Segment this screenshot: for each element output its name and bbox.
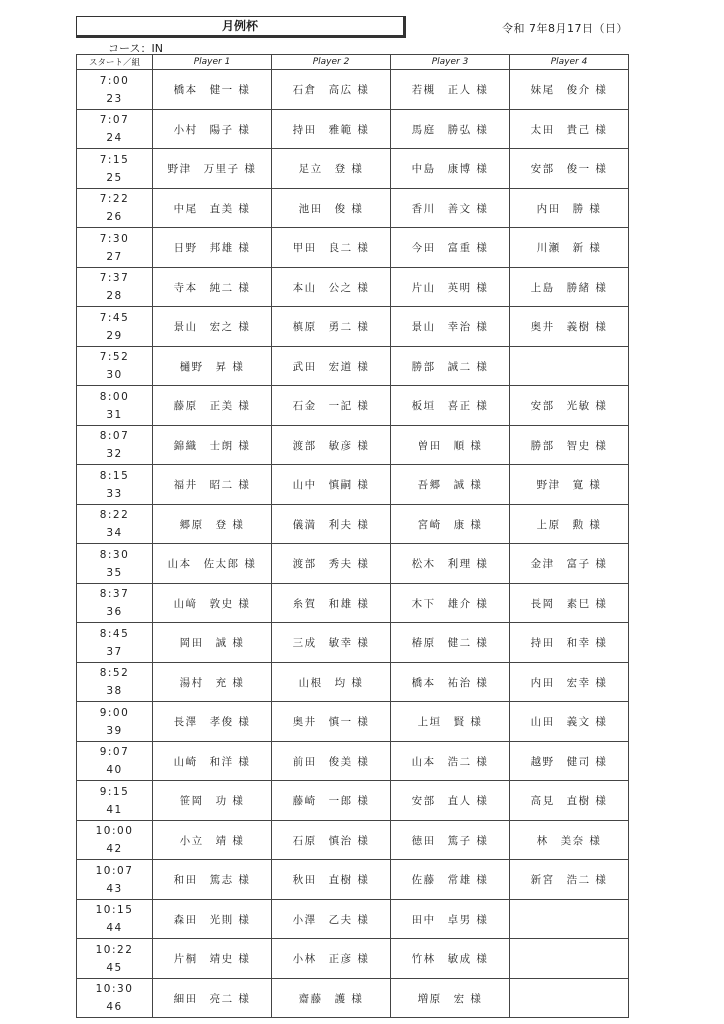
group-number: 29 bbox=[106, 329, 123, 342]
player-4-cell: 長岡 素巳 様 bbox=[510, 584, 629, 623]
start-slot-cell bbox=[77, 544, 153, 584]
player-3-cell: 安部 直人 様 bbox=[391, 781, 510, 821]
player-4-cell: 山田 義文 様 bbox=[510, 702, 629, 742]
table-row bbox=[77, 307, 629, 347]
group-number: 42 bbox=[106, 843, 123, 855]
table-row bbox=[77, 228, 629, 268]
player-4-cell: 金津 富子 様 bbox=[510, 544, 629, 584]
group-number: 43 bbox=[106, 882, 123, 895]
player-1-cell: 橋本 健一 様 bbox=[153, 70, 272, 110]
group-number: 38 bbox=[106, 685, 123, 697]
player-1-cell: 福井 昭二 様 bbox=[153, 465, 272, 505]
table-row bbox=[77, 623, 629, 663]
player-1-cell: 小立 靖 様 bbox=[153, 821, 272, 860]
table-row bbox=[77, 386, 629, 426]
start-time: 7:37 bbox=[99, 272, 130, 284]
start-time: 10:30 bbox=[95, 983, 134, 995]
start-slot-cell bbox=[77, 189, 153, 228]
table-row bbox=[77, 426, 629, 465]
player-2-cell: 武田 宏道 様 bbox=[272, 347, 391, 386]
player-3-cell: 竹林 敏成 様 bbox=[391, 939, 510, 979]
player-1-cell: 和田 篤志 様 bbox=[153, 860, 272, 900]
player-4-cell: 内田 宏幸 様 bbox=[510, 663, 629, 702]
column-header-start-group: スタート／組 bbox=[77, 55, 153, 70]
start-slot-cell bbox=[77, 70, 153, 110]
player-4-cell: 野津 寛 様 bbox=[510, 465, 629, 505]
player-2-cell: 糸賀 和雄 様 bbox=[272, 584, 391, 623]
table-row bbox=[77, 900, 629, 939]
start-time: 9:15 bbox=[99, 785, 130, 798]
table-row bbox=[77, 702, 629, 742]
player-3-cell: 松木 利理 様 bbox=[391, 544, 510, 584]
group-number: 26 bbox=[106, 211, 123, 223]
start-slot-cell bbox=[77, 386, 153, 426]
group-number: 32 bbox=[106, 448, 123, 460]
player-1-cell: 湯村 充 様 bbox=[153, 663, 272, 702]
player-3-cell: 馬庭 勝弘 様 bbox=[391, 110, 510, 149]
table-row bbox=[77, 149, 629, 189]
start-time: 8:22 bbox=[99, 509, 130, 521]
start-time: 7:07 bbox=[99, 114, 130, 126]
start-slot-cell bbox=[77, 979, 153, 1018]
start-slot-cell bbox=[77, 742, 153, 781]
group-number: 40 bbox=[106, 764, 123, 776]
table-row bbox=[77, 70, 629, 110]
table-row bbox=[77, 189, 629, 228]
player-3-cell: 香川 善文 様 bbox=[391, 189, 510, 228]
start-slot-cell bbox=[77, 623, 153, 663]
start-time: 7:30 bbox=[99, 232, 130, 245]
player-2-cell: 渡部 敏彦 様 bbox=[272, 426, 391, 465]
start-slot-cell bbox=[77, 228, 153, 268]
table-row bbox=[77, 465, 629, 505]
table-row bbox=[77, 781, 629, 821]
start-slot-cell bbox=[77, 149, 153, 189]
start-time: 7:00 bbox=[99, 74, 130, 87]
player-4-cell: 高見 直樹 様 bbox=[510, 781, 629, 821]
start-time: 7:15 bbox=[99, 153, 130, 166]
player-2-cell: 渡部 秀夫 様 bbox=[272, 544, 391, 584]
player-1-cell: 藤原 正美 様 bbox=[153, 386, 272, 426]
player-3-cell: 宮崎 康 様 bbox=[391, 505, 510, 544]
start-time: 8:52 bbox=[99, 667, 130, 679]
table-row bbox=[77, 268, 629, 307]
player-1-cell: 錦織 士朗 様 bbox=[153, 426, 272, 465]
player-3-cell: 今田 富重 様 bbox=[391, 228, 510, 268]
start-time: 10:15 bbox=[95, 904, 134, 916]
group-number: 33 bbox=[106, 487, 123, 500]
start-slot-cell bbox=[77, 584, 153, 623]
player-2-cell: 足立 登 様 bbox=[272, 149, 391, 189]
player-3-cell: 中島 康博 様 bbox=[391, 149, 510, 189]
column-header-player-2: Player 2 bbox=[272, 55, 391, 70]
start-slot-cell bbox=[77, 860, 153, 900]
player-2-cell: 儀満 利夫 様 bbox=[272, 505, 391, 544]
player-3-cell: 橋本 祐治 様 bbox=[391, 663, 510, 702]
player-4-cell bbox=[510, 979, 629, 1018]
player-3-cell: 徳田 篤子 様 bbox=[391, 821, 510, 860]
group-number: 41 bbox=[106, 803, 123, 816]
player-3-cell: 増原 宏 様 bbox=[391, 979, 510, 1018]
group-number: 36 bbox=[106, 606, 123, 618]
player-2-cell: 三成 敏幸 様 bbox=[272, 623, 391, 663]
group-number: 23 bbox=[106, 92, 123, 105]
start-slot-cell bbox=[77, 505, 153, 544]
player-3-cell: 若槻 正人 様 bbox=[391, 70, 510, 110]
player-1-cell: 山﨑 敦史 様 bbox=[153, 584, 272, 623]
player-4-cell bbox=[510, 347, 629, 386]
start-time: 8:15 bbox=[99, 469, 130, 482]
table-row bbox=[77, 939, 629, 979]
player-2-cell: 小林 正彦 様 bbox=[272, 939, 391, 979]
player-1-cell: 片桐 靖史 様 bbox=[153, 939, 272, 979]
player-3-cell: 吾郷 誠 様 bbox=[391, 465, 510, 505]
group-number: 39 bbox=[106, 724, 123, 737]
player-3-cell: 椿原 健二 様 bbox=[391, 623, 510, 663]
start-slot-cell bbox=[77, 939, 153, 979]
player-4-cell bbox=[510, 939, 629, 979]
start-time: 7:52 bbox=[99, 351, 130, 363]
player-2-cell: 齋藤 護 様 bbox=[272, 979, 391, 1018]
player-2-cell: 山中 慎嗣 様 bbox=[272, 465, 391, 505]
table-row bbox=[77, 979, 629, 1018]
player-3-cell: 木下 雄介 様 bbox=[391, 584, 510, 623]
player-2-cell: 甲田 良二 様 bbox=[272, 228, 391, 268]
player-1-cell: 長澤 孝俊 様 bbox=[153, 702, 272, 742]
start-slot-cell bbox=[77, 702, 153, 742]
group-number: 27 bbox=[106, 250, 123, 263]
player-4-cell: 安部 光敏 様 bbox=[510, 386, 629, 426]
player-1-cell: 森田 光則 様 bbox=[153, 900, 272, 939]
start-slot-cell bbox=[77, 781, 153, 821]
player-4-cell bbox=[510, 900, 629, 939]
column-header-player-1: Player 1 bbox=[153, 55, 272, 70]
player-1-cell: 野津 万里子 様 bbox=[153, 149, 272, 189]
player-4-cell: 安部 俊一 様 bbox=[510, 149, 629, 189]
table-row bbox=[77, 742, 629, 781]
start-time: 8:45 bbox=[99, 627, 130, 640]
start-slot-cell bbox=[77, 268, 153, 307]
player-3-cell: 上垣 賢 様 bbox=[391, 702, 510, 742]
player-3-cell: 片山 英明 様 bbox=[391, 268, 510, 307]
player-1-cell: 細田 亮二 様 bbox=[153, 979, 272, 1018]
start-time: 10:07 bbox=[95, 864, 134, 877]
start-time: 8:37 bbox=[99, 588, 130, 600]
start-time: 9:07 bbox=[99, 746, 130, 758]
player-2-cell: 石原 慎治 様 bbox=[272, 821, 391, 860]
player-2-cell: 池田 俊 様 bbox=[272, 189, 391, 228]
start-slot-cell bbox=[77, 307, 153, 347]
page-title: 月例杯 bbox=[76, 16, 406, 38]
start-slot-cell bbox=[77, 465, 153, 505]
player-4-cell: 内田 勝 様 bbox=[510, 189, 629, 228]
player-3-cell: 曽田 順 様 bbox=[391, 426, 510, 465]
start-slot-cell bbox=[77, 663, 153, 702]
player-4-cell: 林 美奈 様 bbox=[510, 821, 629, 860]
group-number: 34 bbox=[106, 527, 123, 539]
player-1-cell: 小村 陽子 様 bbox=[153, 110, 272, 149]
group-number: 25 bbox=[106, 171, 123, 184]
player-2-cell: 石金 一記 様 bbox=[272, 386, 391, 426]
player-1-cell: 岡田 誠 様 bbox=[153, 623, 272, 663]
start-slot-cell bbox=[77, 110, 153, 149]
start-slot-cell bbox=[77, 426, 153, 465]
player-4-cell: 妹尾 俊介 様 bbox=[510, 70, 629, 110]
player-3-cell: 佐藤 常雄 様 bbox=[391, 860, 510, 900]
start-slot-cell bbox=[77, 900, 153, 939]
player-4-cell: 太田 貴己 様 bbox=[510, 110, 629, 149]
player-3-cell: 勝部 誠二 様 bbox=[391, 347, 510, 386]
table-row bbox=[77, 821, 629, 860]
player-1-cell: 笹岡 功 様 bbox=[153, 781, 272, 821]
player-1-cell: 樋野 昇 様 bbox=[153, 347, 272, 386]
tee-time-table bbox=[76, 54, 629, 1018]
start-time: 8:30 bbox=[99, 548, 130, 561]
table-row bbox=[77, 584, 629, 623]
group-number: 46 bbox=[106, 1001, 123, 1013]
player-1-cell: 山本 佐太郎 様 bbox=[153, 544, 272, 584]
table-row bbox=[77, 663, 629, 702]
start-slot-cell bbox=[77, 821, 153, 860]
player-2-cell: 奥井 慎一 様 bbox=[272, 702, 391, 742]
start-time: 9:00 bbox=[99, 706, 130, 719]
player-4-cell: 奥井 義樹 様 bbox=[510, 307, 629, 347]
group-number: 44 bbox=[106, 922, 123, 934]
table-header-row bbox=[77, 55, 629, 70]
start-time: 8:00 bbox=[99, 390, 130, 403]
player-4-cell: 持田 和幸 様 bbox=[510, 623, 629, 663]
player-2-cell: 前田 俊美 様 bbox=[272, 742, 391, 781]
player-3-cell: 田中 卓男 様 bbox=[391, 900, 510, 939]
start-time: 7:45 bbox=[99, 311, 130, 324]
table-row bbox=[77, 110, 629, 149]
start-time: 10:00 bbox=[95, 825, 134, 837]
player-1-cell: 郷原 登 様 bbox=[153, 505, 272, 544]
start-slot-cell bbox=[77, 347, 153, 386]
table-row bbox=[77, 505, 629, 544]
group-number: 24 bbox=[106, 132, 123, 144]
group-number: 30 bbox=[106, 369, 123, 381]
player-4-cell: 上島 勝緒 様 bbox=[510, 268, 629, 307]
player-1-cell: 日野 邦雄 様 bbox=[153, 228, 272, 268]
player-4-cell: 上原 勲 様 bbox=[510, 505, 629, 544]
player-1-cell: 中尾 直美 様 bbox=[153, 189, 272, 228]
player-2-cell: 小澤 乙夫 様 bbox=[272, 900, 391, 939]
column-header-player-4: Player 4 bbox=[510, 55, 629, 70]
group-number: 37 bbox=[106, 645, 123, 658]
column-header-player-3: Player 3 bbox=[391, 55, 510, 70]
player-3-cell: 板垣 喜正 様 bbox=[391, 386, 510, 426]
group-number: 31 bbox=[106, 408, 123, 421]
start-time: 8:07 bbox=[99, 430, 130, 442]
player-2-cell: 秋田 直樹 様 bbox=[272, 860, 391, 900]
table-row bbox=[77, 544, 629, 584]
start-time: 10:22 bbox=[95, 943, 134, 956]
start-time: 7:22 bbox=[99, 193, 130, 205]
player-2-cell: 山根 均 様 bbox=[272, 663, 391, 702]
event-date: 令和 7年8月17日（日） bbox=[502, 22, 628, 35]
player-3-cell: 山本 浩二 様 bbox=[391, 742, 510, 781]
player-1-cell: 景山 宏之 様 bbox=[153, 307, 272, 347]
player-4-cell: 川瀬 新 様 bbox=[510, 228, 629, 268]
player-1-cell: 寺本 純二 様 bbox=[153, 268, 272, 307]
table-row bbox=[77, 860, 629, 900]
group-number: 35 bbox=[106, 566, 123, 579]
course-label: コース：IN bbox=[108, 42, 163, 55]
player-2-cell: 石倉 高広 様 bbox=[272, 70, 391, 110]
player-2-cell: 持田 雅範 様 bbox=[272, 110, 391, 149]
player-2-cell: 藤崎 一郎 様 bbox=[272, 781, 391, 821]
player-3-cell: 景山 幸治 様 bbox=[391, 307, 510, 347]
table-row bbox=[77, 347, 629, 386]
player-4-cell: 越野 健司 様 bbox=[510, 742, 629, 781]
group-number: 28 bbox=[106, 290, 123, 302]
player-2-cell: 槙原 勇二 様 bbox=[272, 307, 391, 347]
player-1-cell: 山崎 和洋 様 bbox=[153, 742, 272, 781]
player-4-cell: 勝部 智史 様 bbox=[510, 426, 629, 465]
player-2-cell: 本山 公之 様 bbox=[272, 268, 391, 307]
player-4-cell: 新宮 浩二 様 bbox=[510, 860, 629, 900]
group-number: 45 bbox=[106, 961, 123, 974]
